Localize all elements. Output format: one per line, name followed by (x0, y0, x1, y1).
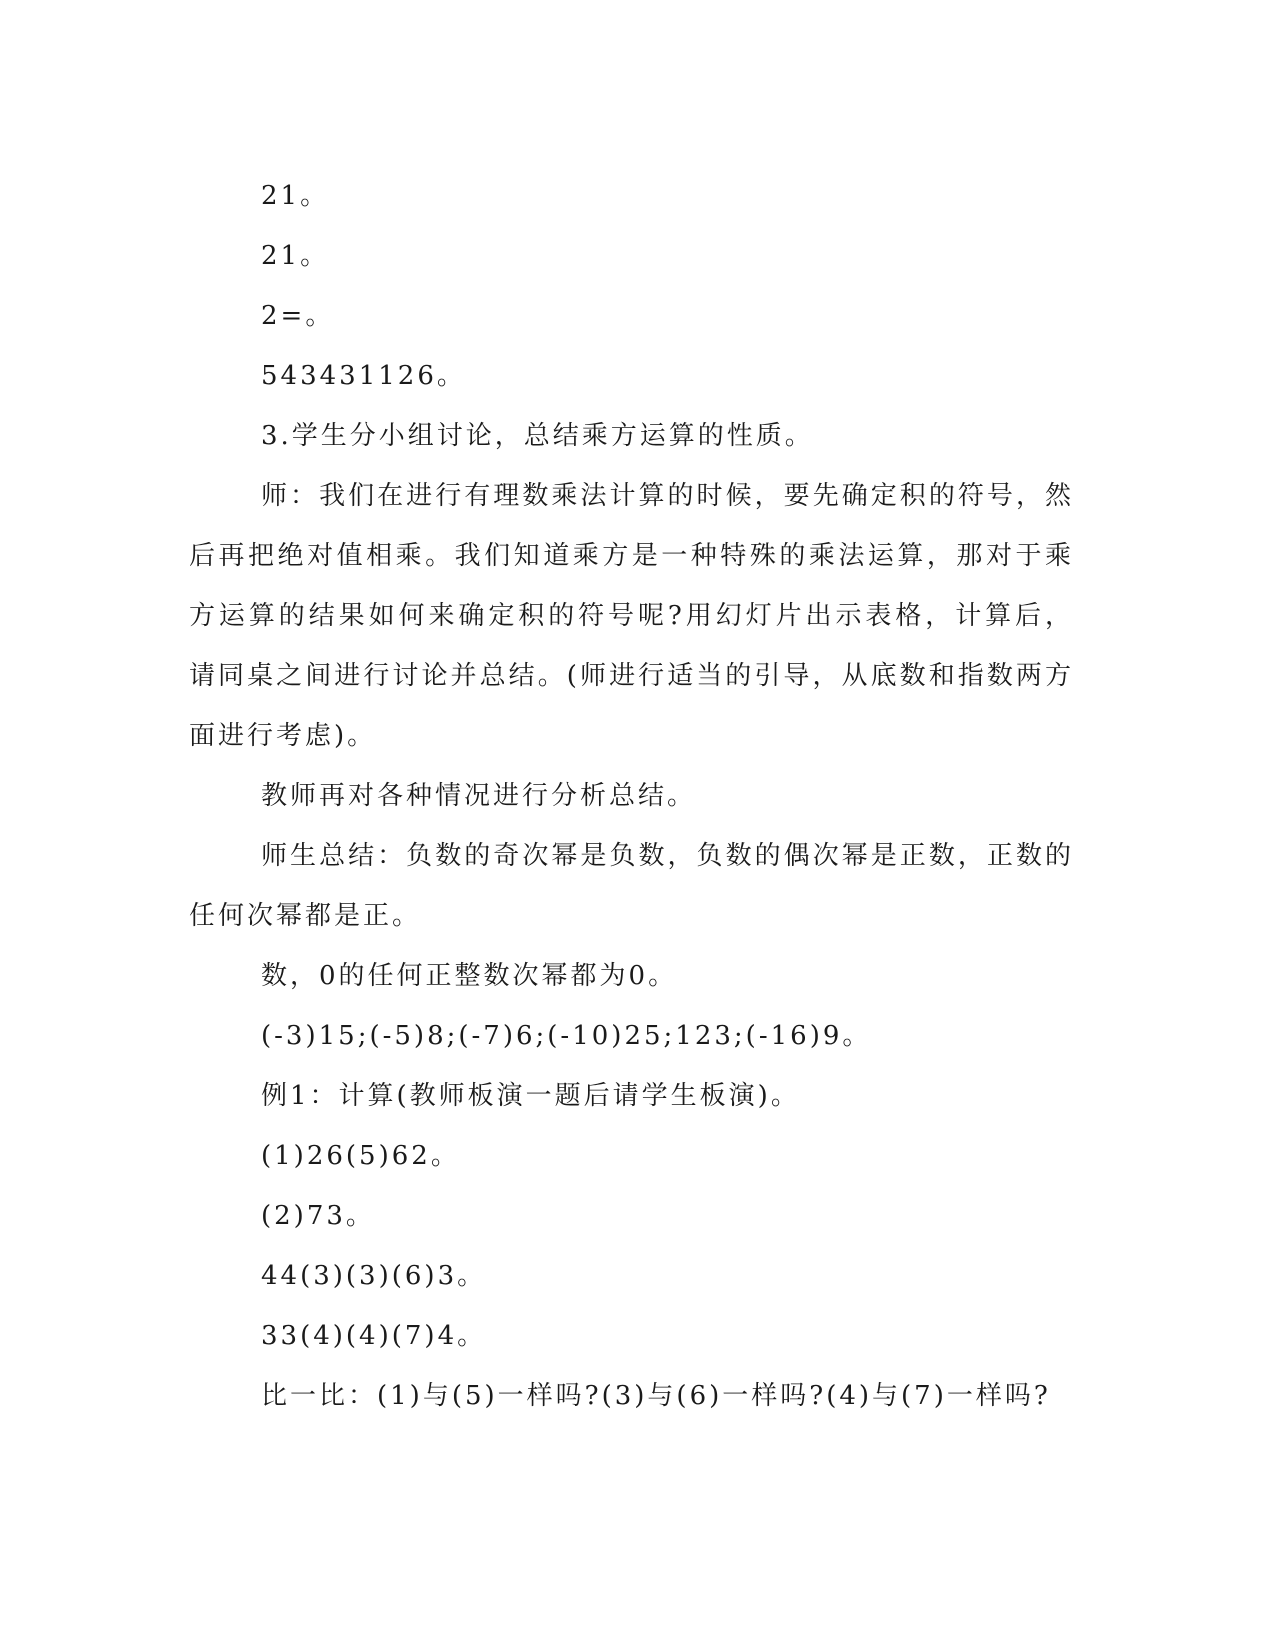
paragraph-11: 例1：计算(教师板演一题后请学生板演)。 (261, 1081, 800, 1111)
paragraph-3: 2=。 (261, 301, 335, 331)
paragraph-6: 师：我们在进行有理数乘法计算的时候，要先确定积的符号，然后再把绝对值相乘。我们知道乘方是一种特殊的乘法运算，那对于乘方运算的结果如何来确定积的符号呢?用幻灯片出示表格，计算后，请同桌之间进行讨论并总结。(师进行适当的引导，从底数和指数两方面进行考虑)。 (189, 481, 1074, 751)
paragraph-14: 44(3)(3)(6)3。 (261, 1261, 487, 1291)
paragraph-5: 3.学生分小组讨论，总结乘方运算的性质。 (261, 421, 814, 451)
paragraph-1: 21。 (261, 181, 330, 211)
paragraph-15: 33(4)(4)(7)4。 (261, 1321, 487, 1351)
paragraph-7: 教师再对各种情况进行分析总结。 (261, 781, 697, 811)
paragraph-8: 师生总结：负数的奇次幂是负数，负数的偶次幂是正数，正数的任何次幂都是正。 (189, 841, 1074, 931)
paragraph-4: 543431126。 (261, 361, 466, 391)
document-body (189, 166, 1074, 1426)
paragraph-2: 21。 (261, 241, 330, 271)
paragraph-12: (1)26(5)62。 (261, 1141, 460, 1171)
paragraph-9: 数，0的任何正整数次幂都为0。 (261, 961, 678, 991)
paragraph-13: (2)73。 (261, 1201, 375, 1231)
paragraph-16: 比一比：(1)与(5)一样吗?(3)与(6)一样吗?(4)与(7)一样吗? (261, 1381, 1051, 1411)
paragraph-10: (-3)15;(-5)8;(-7)6;(-10)25;123;(-16)9。 (261, 1021, 872, 1051)
